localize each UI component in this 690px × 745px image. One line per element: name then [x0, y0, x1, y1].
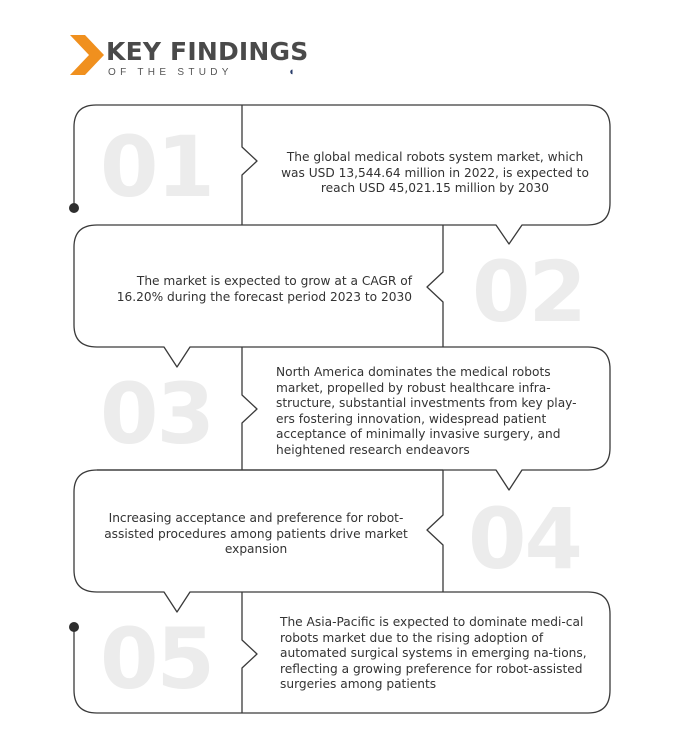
frame-divider-5 [242, 592, 257, 713]
finding-text-03: North America dominates the medical robots market, propelled by robust healthcare infra-structure, substantial investments from key play-ers fostering innovation, widespread patient acceptance of minimally invasive surgery, and heightened research endeavors [276, 365, 577, 457]
start-dot [69, 203, 79, 213]
finding-text-05: The Asia-Pacific is expected to dominate medi-cal robots market due to the rising adoption of automated surgical systems in emerging na-tions, reflecting a growing preference for robot-assisted surgeries among patients [280, 615, 587, 692]
page-subtitle: OF THE STUDY [108, 67, 233, 78]
finding-text-02: The market is expected to grow at a CAGR of 16.20% during the forecast period 2023 to 2030 [116, 274, 412, 304]
finding-number-03: 03 [100, 365, 213, 463]
frame-divider-3 [242, 347, 257, 470]
finding-number-05: 05 [100, 610, 213, 708]
finding-number-04: 04 [468, 490, 581, 588]
finding-text-04: Increasing acceptance and preference for robot-assisted procedures among patients drive market expansion [104, 511, 408, 557]
frame-divider-1 [242, 105, 257, 225]
frame-divider-2 [427, 225, 443, 347]
crescent-icon: ◖ [288, 66, 295, 78]
finding-number-02: 02 [472, 243, 585, 341]
frame-divider-4 [427, 470, 443, 592]
page-title: KEY FINDINGS [106, 37, 309, 66]
finding-number-01: 01 [100, 118, 213, 216]
finding-text-01: The global medical robots system market, which was USD 13,544.64 million in 2022, is expected to reach USD 45,021.15 million by 2030 [281, 150, 589, 196]
end-dot [69, 622, 79, 632]
